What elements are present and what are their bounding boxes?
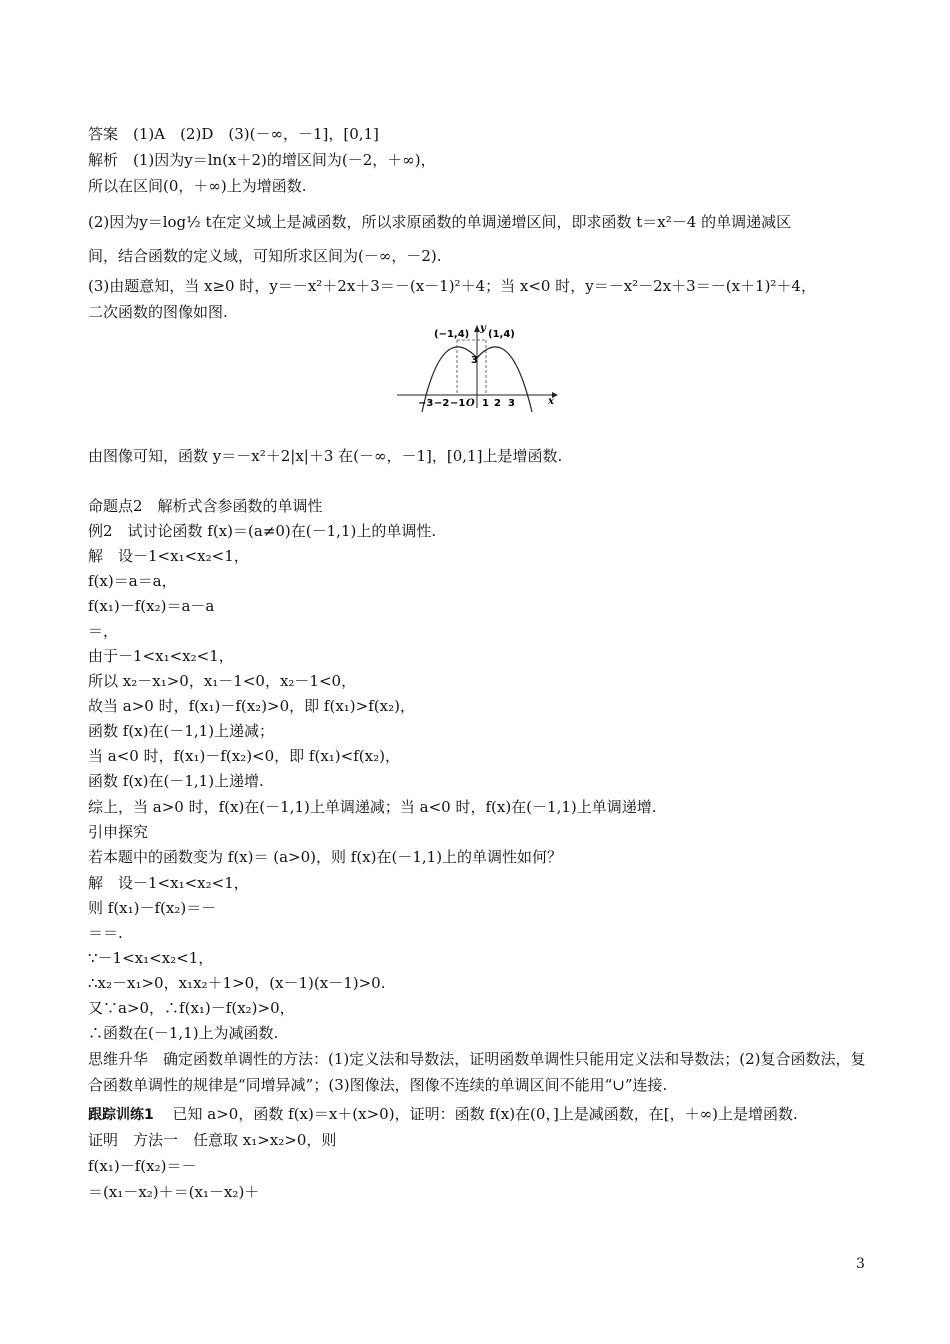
proof-line-1: 证明 方法一 任意取 x₁>x₂>0，则 <box>88 1131 337 1149</box>
proof-line-2: f(x₁)－f(x₂)＝－ <box>88 1157 197 1175</box>
training-line <box>88 1104 798 1125</box>
example-line: 例2 试讨论函数 f(x)＝(a≠0)在(－1,1)上的单调性. <box>88 522 437 540</box>
solution-line-4: ＝， <box>88 622 119 640</box>
solution-line-8: 函数 f(x)在(－1,1)上递减； <box>88 722 275 740</box>
x-tick-neg2: −2 <box>434 398 450 409</box>
solution-line-7: 故当 a>0 时，f(x₁)－f(x₂)>0，即 f(x₁)>f(x₂)， <box>88 697 415 715</box>
y-axis-label: y <box>480 323 486 334</box>
part3-line-1: (3)由题意知，当 x≥0 时，y＝－x²＋2x＋3＝－(x－1)²＋4；当 x<0 时，y＝－x²－2x＋3＝－(x＋1)²＋4， <box>88 277 816 295</box>
origin-label: O <box>466 398 475 409</box>
part3-line-2: 二次函数的图像如图. <box>88 303 228 321</box>
x-tick-3: 3 <box>508 398 515 409</box>
label-right: (1,4) <box>488 329 515 340</box>
method-summary: 思维升华 确定函数单调性的方法：(1)定义法和导数法，证明函数单调性只能用定义法和导数法；(2)复合函数法，复合函数单调性的规律是“同增异减”；(3)图像法，图像不连续的单调区间不能用“∪”连接. <box>88 1050 866 1094</box>
solution-line-6: 所以 x₂－x₁>0，x₁－1<0，x₂－1<0， <box>88 672 357 690</box>
ext-solution-3: ＝＝. <box>88 924 123 942</box>
analysis-line-1: 解析 (1)因为y＝ln(x＋2)的增区间为(－2，＋∞)， <box>88 151 436 169</box>
solution-line-3: f(x₁)－f(x₂)＝a－a <box>88 597 215 615</box>
extension-question: 若本题中的函数变为 f(x)＝ (a>0)，则 f(x)在(－1,1)上的单调性如何？ <box>88 848 563 866</box>
x-axis-label: x <box>548 396 554 407</box>
answer-line: 答案 (1)A (2)D (3)(－∞，－1]，[0,1] <box>88 125 379 143</box>
x-tick-neg3: −3 <box>418 398 434 409</box>
x-tick-2: 2 <box>494 398 501 409</box>
ext-solution-4: ∵－1<x₁<x₂<1， <box>88 949 214 967</box>
part2-line-1: (2)因为y＝log½ t在定义域上是减函数，所以求原函数的单调递增区间，即求函数 t＝x²－4 的单调递减区 <box>88 213 792 231</box>
ext-solution-1: 解 设－1<x₁<x₂<1， <box>88 874 249 892</box>
ext-solution-7: ∴函数在(－1,1)上为减函数. <box>88 1024 279 1042</box>
solution-line-2: f(x)＝a＝a， <box>88 572 177 590</box>
proof-line-3: ＝(x₁－x₂)＋＝(x₁－x₂)＋ <box>88 1183 260 1201</box>
x-tick-1: 1 <box>482 398 489 409</box>
page-number: 3 <box>856 1256 865 1272</box>
ext-solution-6: 又∵a>0，∴f(x₁)－f(x₂)>0， <box>88 999 295 1017</box>
summary-line: 综上，当 a>0 时，f(x)在(－1,1)上单调递减；当 a<0 时，f(x)在(－1,1)上单调递增. <box>88 798 657 816</box>
section-heading: 命题点2 解析式含参函数的单调性 <box>88 497 323 515</box>
ext-solution-5: ∴x₂－x₁>0，x₁x₂＋1>0，(x－1)(x－1)>0. <box>88 974 386 992</box>
solution-line-5: 由于－1<x₁<x₂<1， <box>88 647 234 665</box>
extension-heading: 引申探究 <box>88 823 149 841</box>
conclusion-line: 由图像可知，函数 y＝－x²＋2|x|＋3 在(－∞，－1]，[0,1]上是增函数. <box>88 447 563 465</box>
solution-line-10: 函数 f(x)在(－1,1)上递增. <box>88 772 264 790</box>
ext-solution-2: 则 f(x₁)－f(x₂)＝－ <box>88 899 217 917</box>
solution-line-1: 解 设－1<x₁<x₂<1， <box>88 547 249 565</box>
parabola-graph <box>392 322 562 412</box>
solution-line-9: 当 a<0 时，f(x₁)－f(x₂)<0，即 f(x₁)<f(x₂)， <box>88 747 400 765</box>
analysis-line-2: 所以在区间(0，＋∞)上为增函数. <box>88 177 307 195</box>
training-label: 跟踪训练1 <box>88 1107 154 1123</box>
y-tick-3: 3 <box>471 355 478 366</box>
x-tick-neg1: −1 <box>450 398 466 409</box>
training-text: 已知 a>0，函数 f(x)＝x＋(x>0)，证明：函数 f(x)在(0，]上是减函数，在[，＋∞)上是增函数. <box>172 1105 798 1123</box>
part2-line-2: 间，结合函数的定义域，可知所求区间为(－∞，－2). <box>88 247 442 265</box>
label-left: (−1,4) <box>434 329 470 340</box>
